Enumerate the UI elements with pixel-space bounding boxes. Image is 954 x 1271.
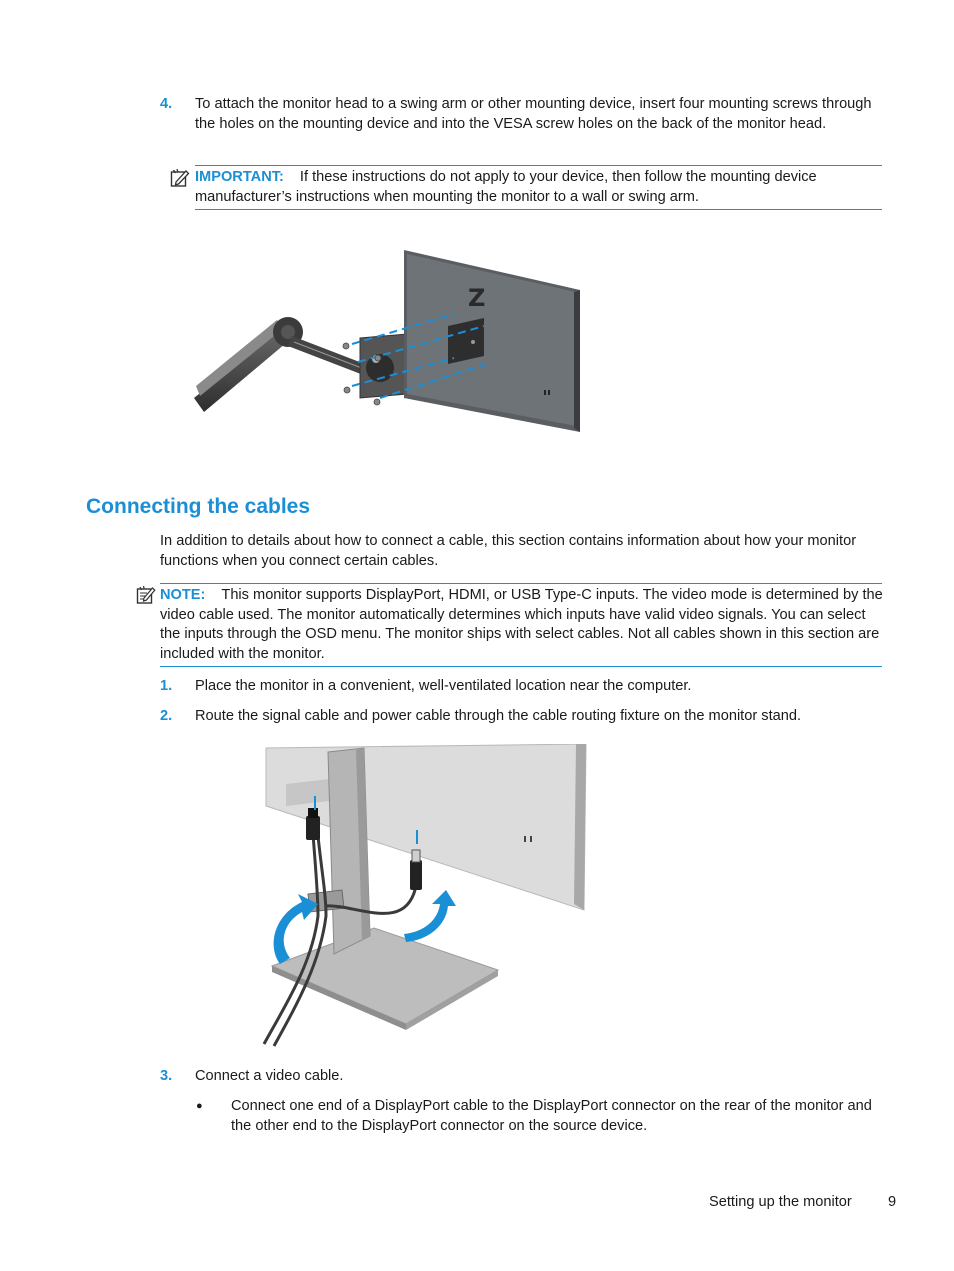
footer-section-title: Setting up the monitor — [709, 1194, 852, 1210]
step-4-number: 4. — [160, 96, 173, 112]
swing-arm-mount-illustration — [192, 246, 584, 443]
page-number: 9 — [888, 1194, 897, 1210]
note-callout — [160, 586, 886, 664]
note-icon — [136, 585, 156, 612]
step-3-text: Connect a video cable. — [195, 1068, 344, 1084]
step-1-text: Place the monitor in a convenient, well-ventilated location near the computer. — [195, 678, 692, 694]
note-label: NOTE: — [160, 587, 206, 603]
important-text: If these instructions do not apply to your device, then follow the mounting device manufacturer’s instructions when mounting the monitor to a wall or swing arm. — [195, 169, 817, 205]
note-rule-top — [160, 583, 882, 584]
step-4-text: To attach the monitor head to a swing arm or other mounting device, insert four mounting screws through the holes on the mounting device and into the VESA screw holes on the back of the monitor head. — [195, 96, 872, 132]
section-intro: In addition to details about how to connect a cable, this section contains information about how your monitor functions when you connect certain cables. — [160, 533, 857, 569]
important-rule-bottom — [195, 209, 882, 210]
cable-routing-illustration — [256, 744, 588, 1057]
important-label: IMPORTANT: — [195, 169, 284, 185]
svg-text:Z: Z — [468, 284, 486, 312]
step-2-text: Route the signal cable and power cable through the cable routing fixture on the monitor stand. — [195, 708, 802, 724]
important-callout — [195, 168, 885, 207]
step-3-number: 3. — [160, 1068, 173, 1084]
section-heading: Connecting the cables — [86, 495, 311, 518]
important-rule-top — [195, 165, 882, 166]
note-rule-bottom — [160, 666, 882, 667]
step-1-number: 1. — [160, 678, 173, 694]
bullet-text: Connect one end of a DisplayPort cable to the DisplayPort connector on the rear of the monitor and the other end to the DisplayPort connector on the source device. — [231, 1098, 872, 1134]
important-icon — [170, 168, 190, 195]
note-text: This monitor supports DisplayPort, HDMI, or USB Type-C inputs. The video mode is determined by the video cable used. The monitor automatically determines which inputs have valid video signals. You can select the inputs through the OSD menu. The monitor ships with select cables. Not all cables shown in this section are included with the monitor. — [160, 587, 883, 662]
bullet-symbol: ● — [196, 1100, 203, 1112]
step-2-number: 2. — [160, 708, 173, 724]
